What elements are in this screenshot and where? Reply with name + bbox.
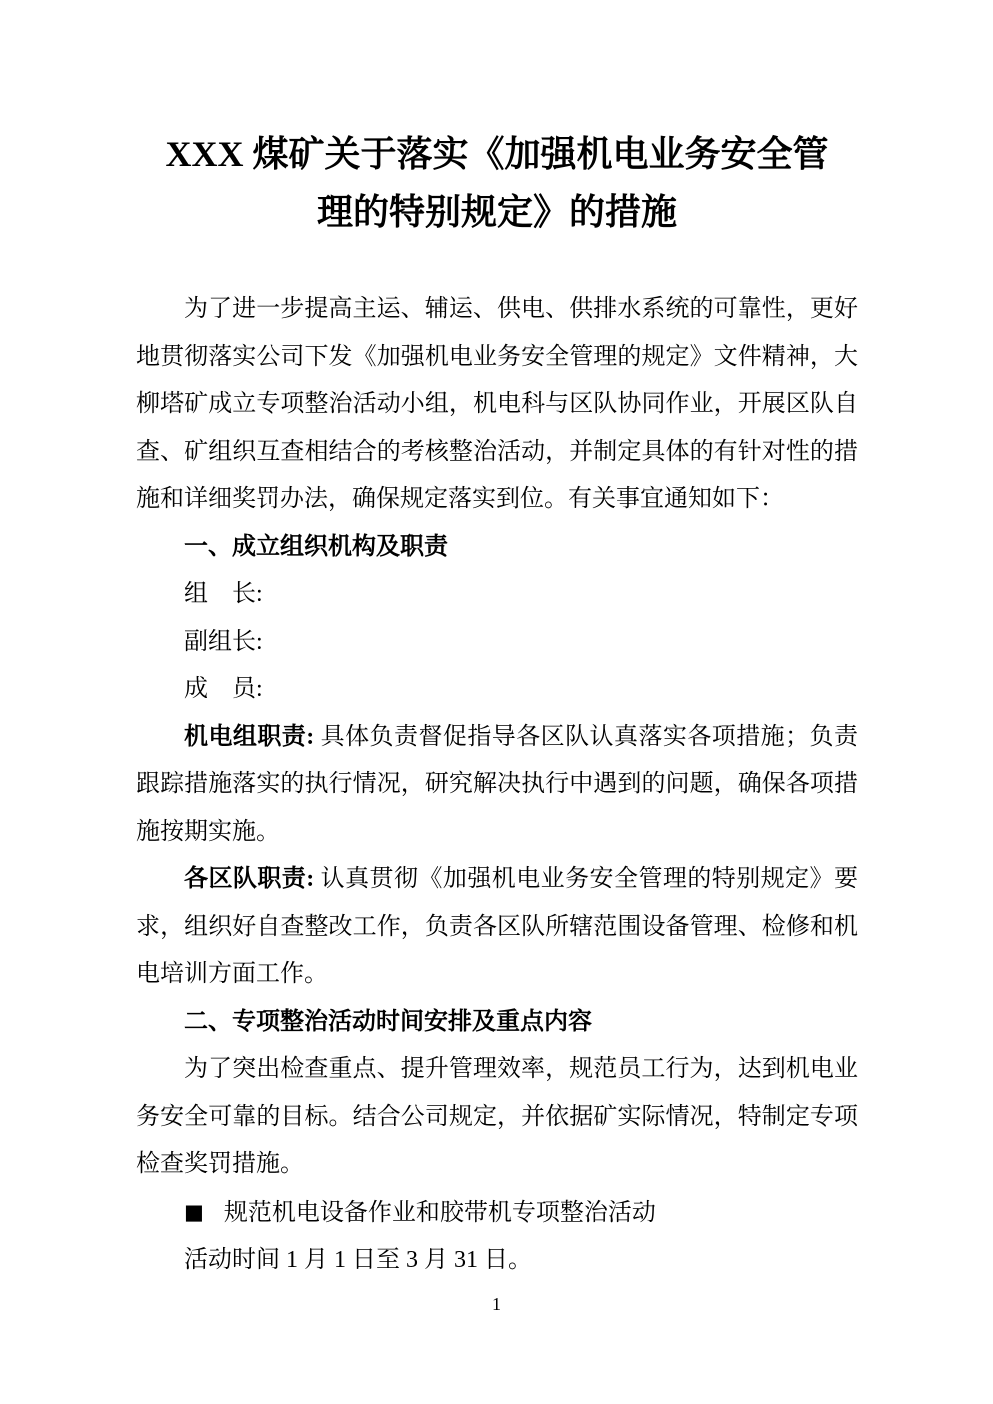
document-title xyxy=(136,125,858,241)
bullet-square-icon: ■ xyxy=(184,1199,204,1224)
activity-time-line: 活动时间 1 月 1 日至 3 月 31 日。 xyxy=(184,1247,532,1273)
mechatronics-group-duty-paragraph: 机电组职责: 具体负责督促指导各区队认真落实各项措施；负责跟踪措施落实的执行情况，研究解决执行中遇到的问题，确保各项措施按期实施。 xyxy=(136,723,858,845)
members-line: 成 员: xyxy=(184,676,263,702)
title-line: XXX 煤矿关于落实《加强机电业务安全管 xyxy=(165,134,829,174)
team-duty-paragraph: 各区队职责: 认真贯彻《加强机电业务安全管理的特别规定》要求，组织好自查整改工作，负责各区队所辖范围设备管理、检修和机电培训方面工作。 xyxy=(136,866,858,987)
group-leader-line: 组 长: xyxy=(184,581,263,607)
activity-purpose-paragraph: 为了突出检查重点、提升管理效率，规范员工行为，达到机电业务安全可靠的目标。结合公司规定，并依据矿实际情况，特制定专项检查奖罚措施。 xyxy=(136,1056,858,1177)
document-body xyxy=(136,286,858,1285)
duty-label: 机电组职责: xyxy=(184,723,315,750)
title-line: 理的特别规定》的措施 xyxy=(316,192,677,232)
duty-label: 各区队职责: xyxy=(184,866,315,892)
bullet-text: 规范机电设备作业和胶带机专项整治活动 xyxy=(223,1199,656,1226)
section-1-heading: 一、成立组织机构及职责 xyxy=(184,533,448,560)
intro-paragraph: 为了进一步提高主运、辅运、供电、供排水系统的可靠性，更好地贯彻落实公司下发《加强机电业务安全管理的规定》文件精神，大柳塔矿成立专项整治活动小组，机电科与区队协同作业，开展区队自查、矿组织互查相结合的考核整治活动，并制定具体的有针对性的措施和详细奖罚办法，确保规定落实到位。有关事宜通知如下： xyxy=(136,296,858,512)
document-content xyxy=(136,125,858,1285)
section-2-heading: 二、专项整治活动时间安排及重点内容 xyxy=(184,1008,592,1035)
special-campaign-bullet-item xyxy=(136,1189,858,1238)
page-number: 1 xyxy=(492,1294,501,1314)
deputy-group-leader-line: 副组长: xyxy=(184,628,263,655)
